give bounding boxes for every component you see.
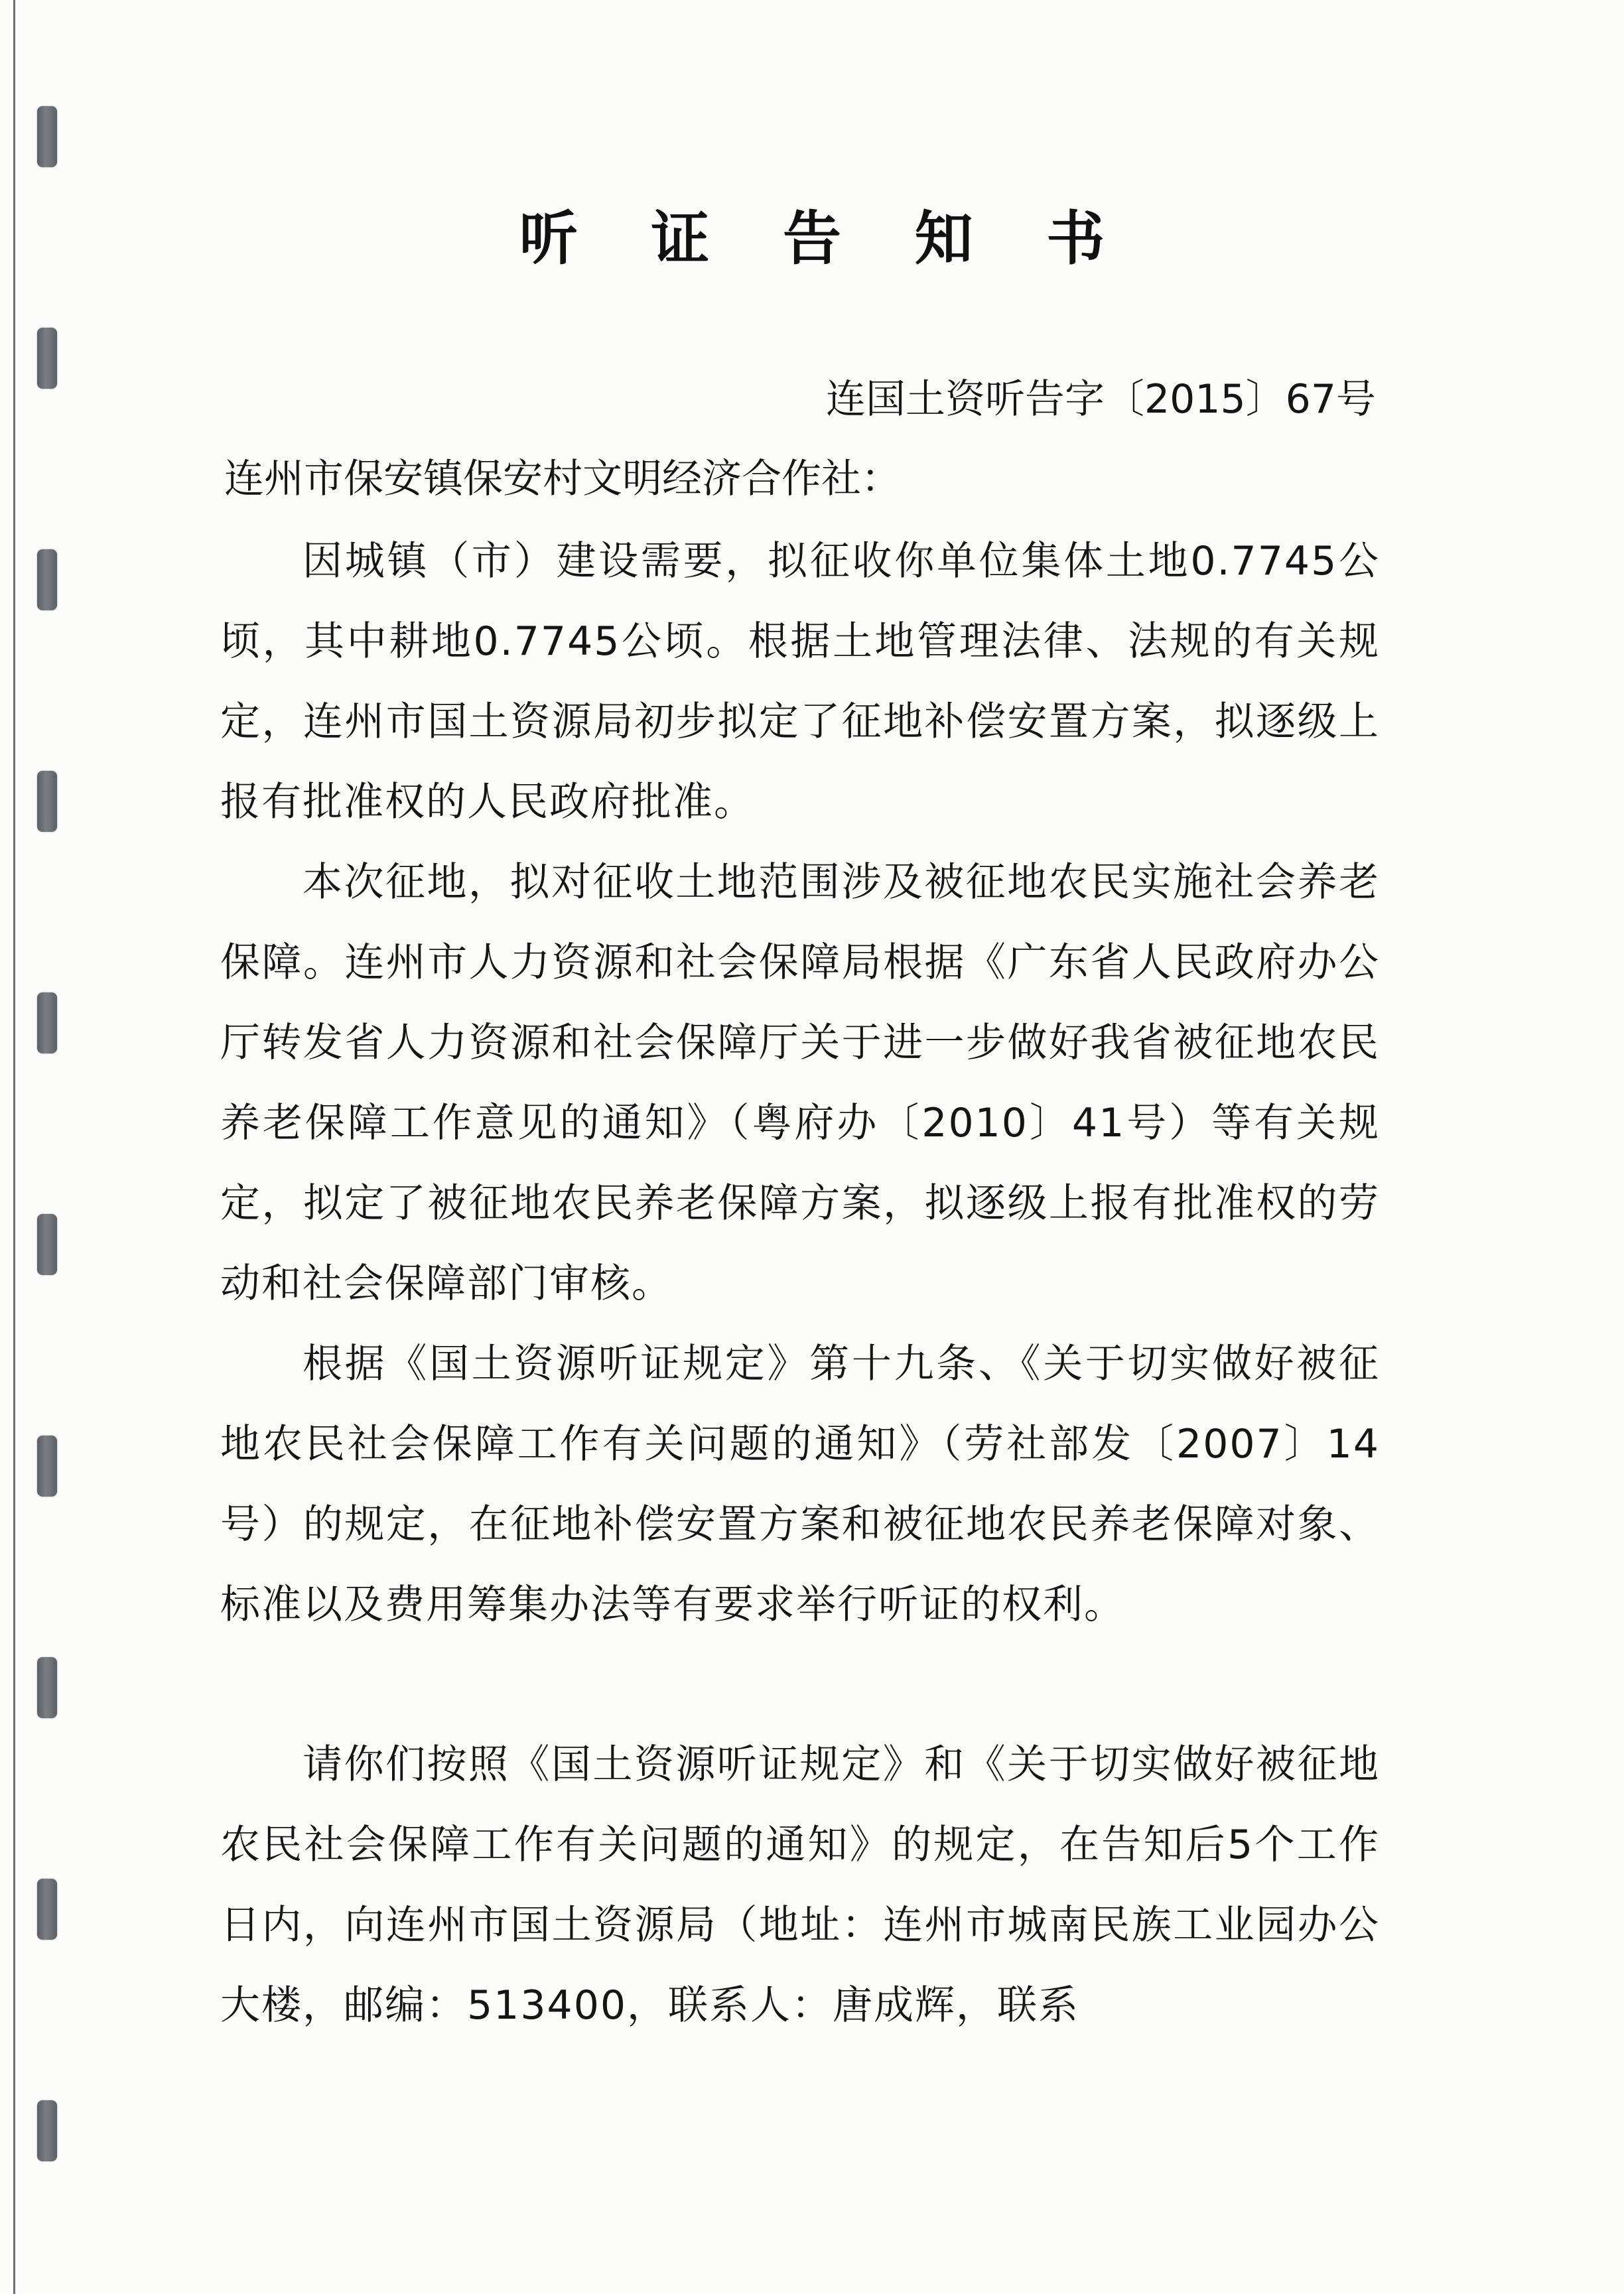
binding-hole-mark	[37, 1879, 57, 1940]
document-number: 连国土资听告字〔2015〕67号	[825, 376, 1376, 423]
binding-hole-mark	[37, 771, 57, 832]
binding-hole-mark	[37, 106, 57, 167]
binding-hole-mark	[37, 1214, 57, 1275]
binding-hole-mark	[37, 549, 57, 610]
binding-hole-mark	[37, 2100, 57, 2161]
body-paragraph-3: 根据《国土资源听证规定》第十九条、《关于切实做好被征地农民社会保障工作有关问题的通知》（劳社部发〔2007〕14号）的规定，在征地补偿安置方案和被征地农民养老保障对象、标准以及费用筹集办法等有要求举行听证的权利。	[220, 1341, 1380, 1628]
document-title: 听 证 告 知 书	[519, 204, 1132, 273]
body-paragraph-2: 本次征地，拟对征收土地范围涉及被征地农民实施社会养老保障。连州市人力资源和社会保障局根据《广东省人民政府办公厅转发省人力资源和社会保障厅关于进一步做好我省被征地农民养老保障工作意见的通知》（粤府办〔2010〕41号）等有关规定，拟定了被征地农民养老保障方案，拟逐级上报有批准权的劳动和社会保障部门审核。	[220, 859, 1380, 1307]
binding-edge-line	[13, 0, 15, 2294]
binding-hole-mark	[37, 1657, 57, 1718]
body-paragraph-1: 因城镇（市）建设需要，拟征收你单位集体土地0.7745公顷，其中耕地0.7745公顷。根据土地管理法律、法规的有关规定，连州市国土资源局初步拟定了征地补偿安置方案，拟逐级上报有批准权的人民政府批准。	[220, 538, 1380, 825]
body-paragraph-4: 请你们按照《国土资源听证规定》和《关于切实做好被征地农民社会保障工作有关问题的通知》的规定，在告知后5个工作日内，向连州市国土资源局（地址：连州市城南民族工业园办公大楼，邮编：513400，联系人：唐成辉，联系	[220, 1741, 1380, 2029]
binding-hole-mark	[37, 328, 57, 389]
binding-hole-mark	[37, 992, 57, 1053]
addressee: 连州市保安镇保安村文明经济合作社：	[224, 456, 901, 502]
binding-hole-mark	[37, 1436, 57, 1497]
